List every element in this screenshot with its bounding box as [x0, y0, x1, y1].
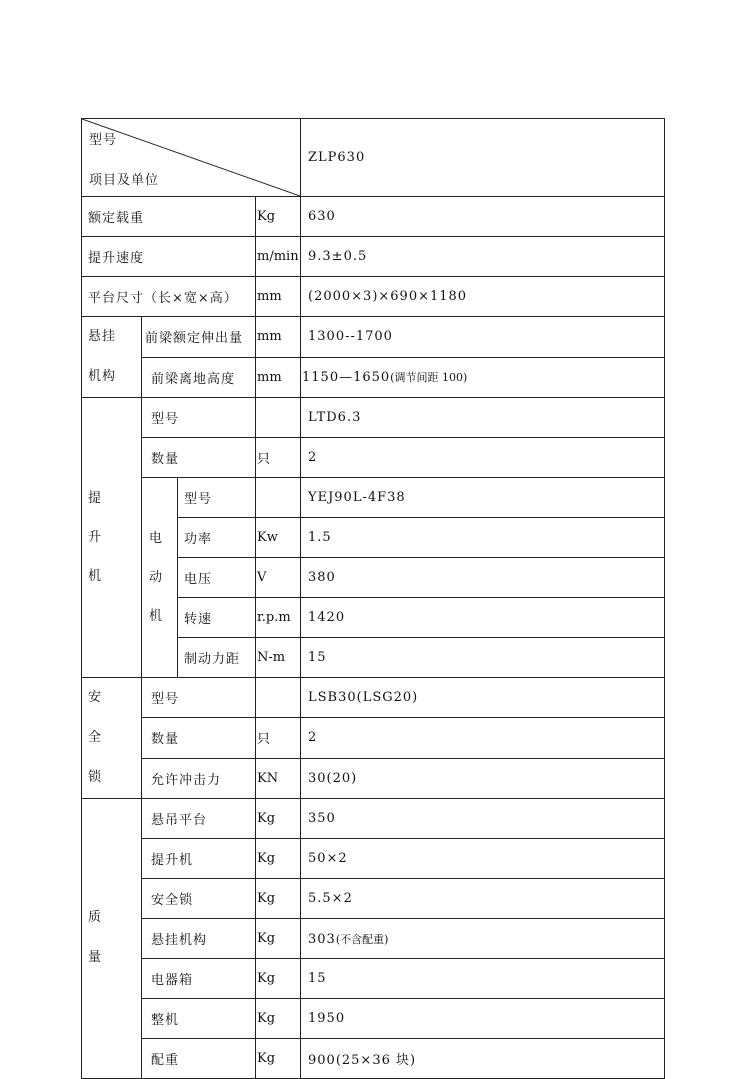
row-label: 悬吊平台: [142, 799, 256, 839]
row-unit: [256, 678, 301, 718]
row-label: 电压: [178, 558, 256, 598]
row-label: 数量: [142, 718, 256, 758]
row-unit: Kw: [256, 518, 301, 558]
row-unit: r.p.m: [256, 598, 301, 638]
table-row: [82, 959, 665, 999]
row-label: 悬挂机构: [142, 919, 256, 959]
row-value: 2: [301, 438, 665, 478]
row-unit: 只: [256, 438, 301, 478]
row-label: 整机: [142, 999, 256, 1039]
table-row: [82, 398, 665, 438]
safety-lock-group-label: 安 全 锁: [82, 678, 142, 799]
table-row: [82, 237, 665, 277]
row-value: YEJ90L-4F38: [301, 478, 665, 518]
row-label: 数量: [142, 438, 256, 478]
mass-group-label: 质 量: [82, 799, 142, 1079]
table-row: [82, 718, 665, 758]
row-value: 2: [301, 718, 665, 758]
row-value: (2000×3)×690×1180: [301, 277, 665, 317]
row-label: 允许冲击力: [142, 758, 256, 798]
row-unit: mm: [256, 317, 301, 358]
table-row: [82, 357, 665, 398]
row-label: 前梁离地高度: [142, 357, 256, 398]
row-value: LSB30(LSG20): [301, 678, 665, 718]
row-value: 380: [301, 558, 665, 598]
row-unit: 只: [256, 718, 301, 758]
table-row: [82, 879, 665, 919]
row-unit: V: [256, 558, 301, 598]
table-row: [82, 478, 665, 518]
hoist-group-label: 提 升 机: [82, 398, 142, 678]
row-value: 15: [301, 959, 665, 999]
row-label: 功率: [178, 518, 256, 558]
row-label: 额定载重: [82, 197, 256, 237]
row-value: 1950: [301, 999, 665, 1039]
table-row: [82, 678, 665, 718]
row-label: 制动力距: [178, 638, 256, 678]
row-unit: Kg: [256, 959, 301, 999]
row-label: 提升机: [142, 839, 256, 879]
row-unit: KN: [256, 758, 301, 798]
row-unit: [256, 398, 301, 438]
row-label: 型号: [178, 478, 256, 518]
table-row: [82, 317, 665, 358]
row-label: 型号: [142, 678, 256, 718]
row-unit: Kg: [256, 839, 301, 879]
row-value: 1420: [301, 598, 665, 638]
row-value: 1300--1700: [301, 317, 665, 358]
row-unit: m/min: [256, 237, 301, 277]
row-unit: Kg: [256, 999, 301, 1039]
row-unit: mm: [256, 357, 301, 398]
table-row: [82, 758, 665, 798]
row-label: 配重: [142, 1039, 256, 1079]
table-row: [82, 919, 665, 959]
row-label: 提升速度: [82, 237, 256, 277]
row-unit: N-m: [256, 638, 301, 678]
spec-table: [81, 118, 665, 1079]
row-unit: [256, 478, 301, 518]
motor-group-label: 电 动 机: [142, 478, 178, 678]
row-unit: Kg: [256, 799, 301, 839]
row-value: 15: [301, 638, 665, 678]
model-label: 型号: [89, 133, 118, 148]
table-row: [82, 197, 665, 237]
row-value: 30(20): [301, 758, 665, 798]
row-label: 型号: [142, 398, 256, 438]
row-value: 303(不含配重): [301, 919, 665, 959]
model-value: ZLP630: [301, 119, 665, 197]
row-value: 1.5: [301, 518, 665, 558]
table-header-row: [82, 119, 665, 197]
table-row: [82, 438, 665, 478]
row-value: 50×2: [301, 839, 665, 879]
row-value: 5.5×2: [301, 879, 665, 919]
row-label: 转速: [178, 598, 256, 638]
diagonal-header-cell: [82, 119, 301, 197]
row-value: LTD6.3: [301, 398, 665, 438]
row-unit: Kg: [256, 879, 301, 919]
row-unit: Kg: [256, 919, 301, 959]
table-row: [82, 277, 665, 317]
row-value: 630: [301, 197, 665, 237]
row-unit: Kg: [256, 1039, 301, 1079]
table-row: [82, 1039, 665, 1079]
row-label: 前梁额定伸出量: [142, 317, 256, 358]
item-unit-label: 项目及单位: [89, 173, 160, 188]
row-value: 350: [301, 799, 665, 839]
row-value: 9.3±0.5: [301, 237, 665, 277]
row-unit: Kg: [256, 197, 301, 237]
row-value: 900(25×36 块): [301, 1039, 665, 1079]
row-value: 1150—1650(调节间距 100): [301, 357, 665, 398]
row-label: 电器箱: [142, 959, 256, 999]
table-row: [82, 839, 665, 879]
suspension-group-label: 悬挂 机构: [82, 317, 142, 398]
row-label: 安全锁: [142, 879, 256, 919]
row-label: 平台尺寸（长×宽×高）: [82, 277, 256, 317]
table-row: [82, 999, 665, 1039]
row-unit: mm: [256, 277, 301, 317]
table-row: [82, 799, 665, 839]
